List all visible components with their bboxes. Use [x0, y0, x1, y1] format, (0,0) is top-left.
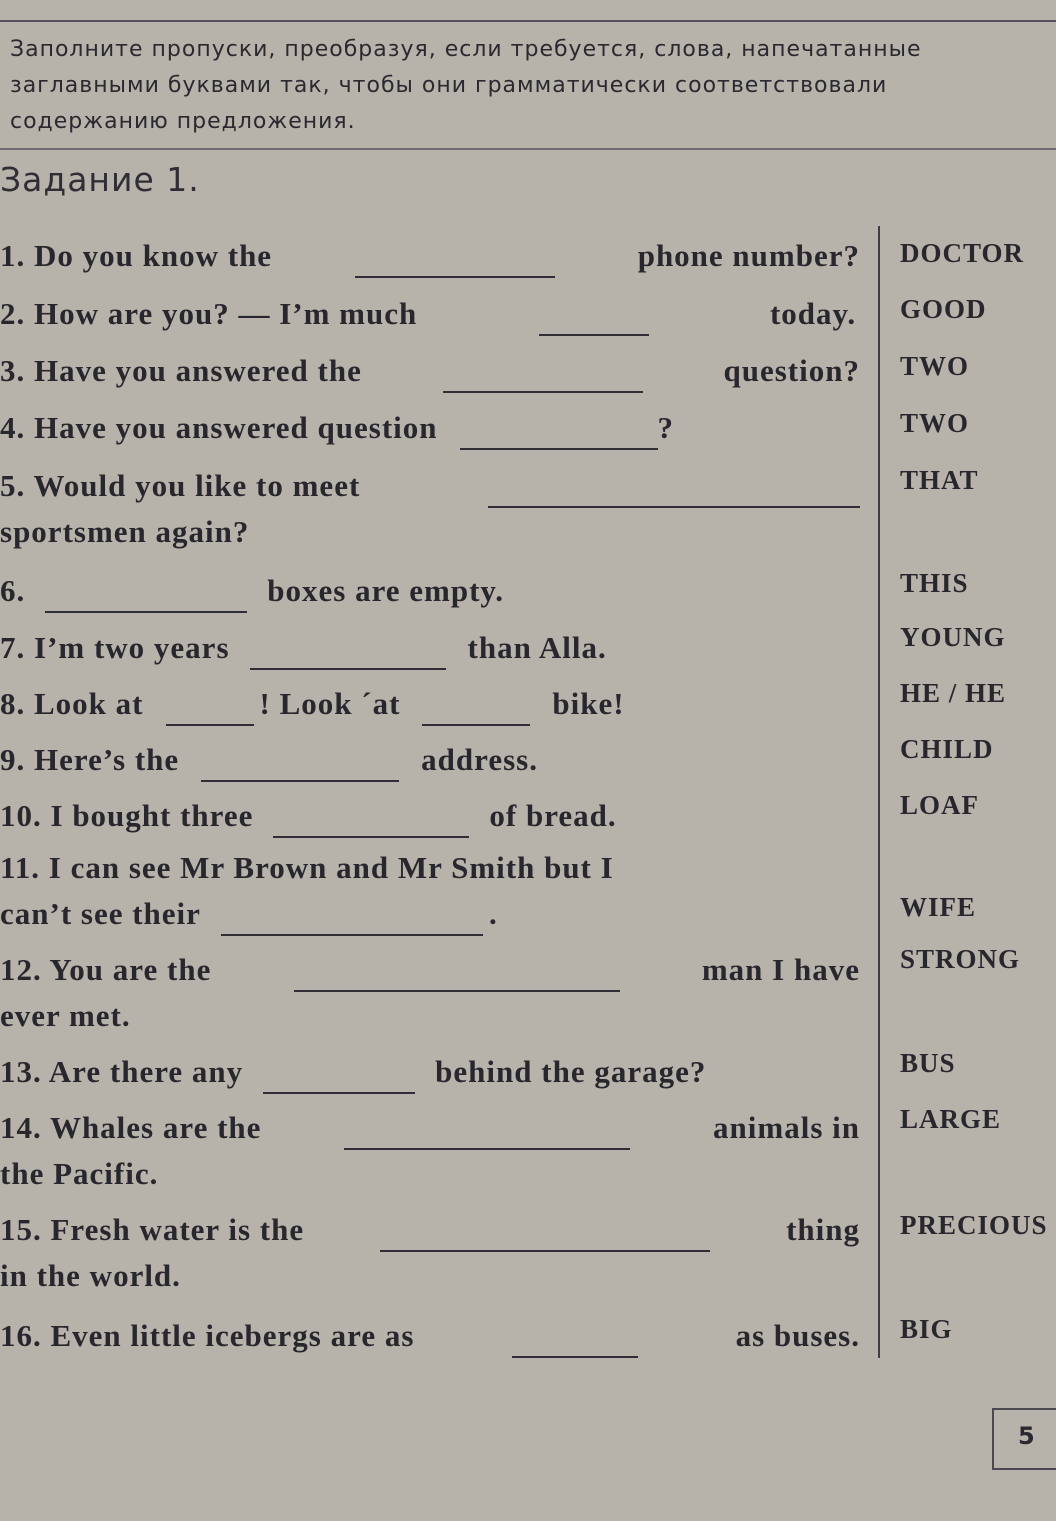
- item-2: 2. How are you? — I’m much today.: [0, 288, 860, 332]
- keyword: PRECIOUS: [900, 1210, 1048, 1240]
- keyword: THAT: [900, 465, 979, 495]
- item-11: 11. I can see Mr Brown and Mr Smith but I: [0, 850, 614, 885]
- keyword: BUS: [900, 1048, 956, 1078]
- item-6: 6. boxes are empty.: [0, 565, 860, 609]
- keyword: BIG: [900, 1314, 953, 1344]
- instruction-text: Заполните пропуски, преобразуя, если требуется, слова, напечатанные заглавными буквами так, чтобы они грамматически соответствовали содержанию предложения.: [10, 37, 922, 134]
- keyword: WIFE: [900, 892, 977, 922]
- item-9: 9. Here’s the address.: [0, 734, 860, 778]
- item-7: 7. I’m two years than Alla.: [0, 622, 860, 666]
- answer-blank[interactable]: [45, 581, 247, 613]
- answer-blank[interactable]: [443, 361, 643, 393]
- item-12-cont: ever met.: [0, 998, 131, 1033]
- answer-blank[interactable]: [344, 1118, 630, 1150]
- keyword: LARGE: [900, 1104, 1002, 1134]
- keyword: GOOD: [900, 294, 987, 324]
- keyword: CHILD: [900, 734, 994, 764]
- item-3: 3. Have you answered the question?: [0, 345, 860, 389]
- answer-blank[interactable]: [166, 694, 254, 726]
- keyword: STRONG: [900, 944, 1021, 974]
- item-10: 10. I bought three of bread.: [0, 790, 860, 834]
- answer-blank[interactable]: [422, 694, 530, 726]
- keyword: TWO: [900, 351, 970, 381]
- item-16: 16. Even little icebergs are as as buses.: [0, 1310, 860, 1354]
- item-15-cont: in the world.: [0, 1258, 181, 1293]
- answer-blank[interactable]: [460, 418, 658, 450]
- item-5: 5. Would you like to meet: [0, 460, 860, 504]
- task-title: Задание 1.: [0, 160, 200, 199]
- item-14: 14. Whales are the animals in: [0, 1102, 860, 1146]
- answer-blank[interactable]: [201, 750, 399, 782]
- keyword: HE / HE: [900, 678, 1007, 708]
- item-13: 13. Are there any behind the garage?: [0, 1046, 860, 1090]
- answer-blank[interactable]: [273, 806, 469, 838]
- item-15: 15. Fresh water is the thing: [0, 1204, 860, 1248]
- top-rule: [0, 20, 1056, 22]
- column-divider: [878, 226, 880, 1358]
- answer-blank[interactable]: [488, 476, 860, 508]
- answer-blank[interactable]: [355, 246, 555, 278]
- item-5-cont: sportsmen again?: [0, 514, 250, 549]
- item-12: 12. You are the man I have: [0, 944, 860, 988]
- item-4: 4. Have you answered question ?: [0, 402, 860, 446]
- answer-blank[interactable]: [294, 960, 620, 992]
- keyword: DOCTOR: [900, 238, 1025, 268]
- item-1: 1. Do you know the phone number?: [0, 230, 860, 274]
- answer-blank[interactable]: [221, 904, 483, 936]
- answer-blank[interactable]: [539, 304, 649, 336]
- page-number: 5: [1018, 1422, 1035, 1450]
- answer-blank[interactable]: [512, 1326, 638, 1358]
- keyword: THIS: [900, 568, 969, 598]
- keyword: YOUNG: [900, 622, 1006, 652]
- answer-blank[interactable]: [250, 638, 446, 670]
- item-11-cont: can’t see their .: [0, 888, 860, 932]
- answer-blank[interactable]: [263, 1062, 415, 1094]
- item-8: 8. Look at ! Look ´at bike!: [0, 678, 860, 722]
- instruction-rule: [0, 148, 1056, 150]
- keyword: LOAF: [900, 790, 980, 820]
- item-14-cont: the Pacific.: [0, 1156, 159, 1191]
- answer-blank[interactable]: [380, 1220, 710, 1252]
- keyword: TWO: [900, 408, 970, 438]
